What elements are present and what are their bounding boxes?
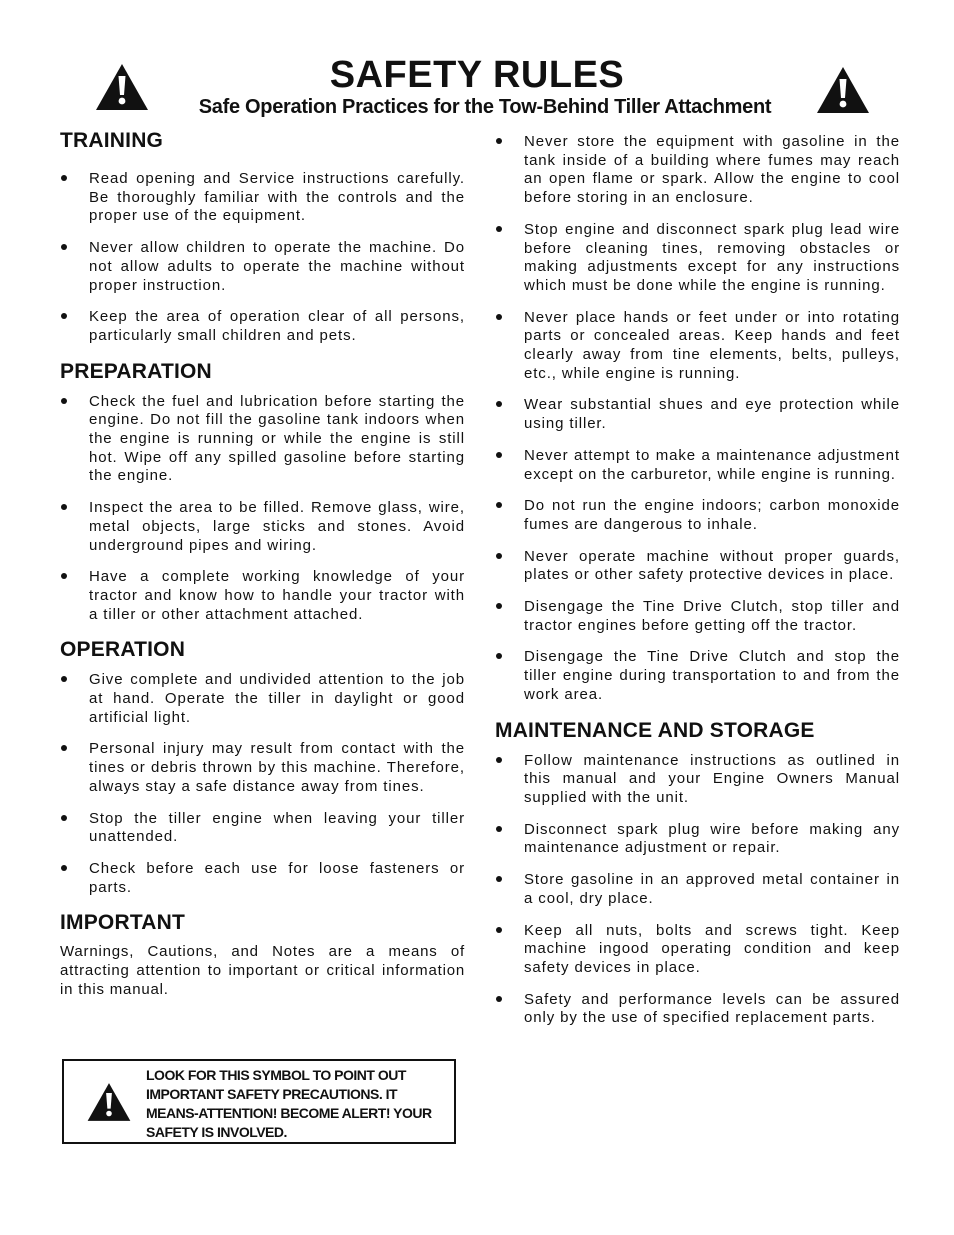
list-item: Disengage the Tine Drive Clutch, stop tiller and tractor engines before getting off the tractor. xyxy=(495,598,900,635)
list-item: Never operate machine without proper guards, plates or other safety protective devices in place. xyxy=(495,548,900,585)
list-item: Read opening and Service instructions carefully. Be thoroughly familiar with the controls and the proper use of the equipment. xyxy=(60,170,465,226)
safety-notice-text: LOOK FOR THIS SYMBOL TO POINT OUT IMPORTANT SAFETY PRECAUTIONS. IT MEANS-ATTENTION! BECOME ALERT! YOUR SAFETY IS INVOLVED. xyxy=(146,1067,432,1140)
bullet-icon xyxy=(496,401,502,407)
bullet-icon xyxy=(61,573,67,579)
maintenance-list xyxy=(495,752,900,1028)
list-item: Check the fuel and lubrication before starting the engine. Do not fill the gasoline tank indoors when the engine is running or while the engine is still hot. Wipe off any spilled gasoline before starting the engine. xyxy=(60,393,465,487)
operation-list xyxy=(60,671,465,897)
page-subtitle: Safe Operation Practices for the Tow-Behind Tiller Attachment xyxy=(198,96,772,118)
list-item: Have a complete working knowledge of your tractor and know how to handle your tractor with a tiller or other attachment attached. xyxy=(60,568,465,624)
page-title: SAFETY RULES xyxy=(329,54,625,96)
list-item: Safety and performance levels can be assured only by the use of specified replacement parts. xyxy=(495,991,900,1028)
warning-triangle-icon xyxy=(86,1081,132,1123)
list-item: Never attempt to make a maintenance adjustment except on the carburetor, while engine is running. xyxy=(495,447,900,484)
list-item: Stop engine and disconnect spark plug lead wire before cleaning tines, removing obstacles or making adjustments except for any instructions which must be done while the engine is running. xyxy=(495,221,900,296)
bullet-icon xyxy=(496,226,502,232)
bullet-icon xyxy=(496,553,502,559)
list-item: Keep all nuts, bolts and screws tight. Keep machine ingood operating condition and keep safety devices in place. xyxy=(495,922,900,978)
list-item: Do not run the engine indoors; carbon monoxide fumes are dangerous to inhale. xyxy=(495,497,900,534)
right-column xyxy=(495,133,900,1041)
list-item: Never store the equipment with gasoline in the tank inside of a building where fumes may reach an open flame or spark. Allow the engine to cool before storing in an enclosure. xyxy=(495,133,900,208)
list-item: Store gasoline in an approved metal container in a cool, dry place. xyxy=(495,871,900,908)
bullet-icon xyxy=(496,996,502,1002)
page-header xyxy=(0,0,954,125)
section-title-preparation: PREPARATION xyxy=(60,359,212,383)
list-item: Stop the tiller engine when leaving your tiller unattended. xyxy=(60,810,465,847)
bullet-icon xyxy=(61,244,67,250)
bullet-icon xyxy=(61,398,67,404)
section-title-training: TRAINING xyxy=(60,129,164,152)
list-item: Personal injury may result from contact with the tines or debris thrown by this machine. Therefore, always stay a safe distance away from tines. xyxy=(60,740,465,796)
bullet-icon xyxy=(496,826,502,832)
bullet-icon xyxy=(496,603,502,609)
bullet-icon xyxy=(61,676,67,682)
bullet-icon xyxy=(61,504,67,510)
operation-continued-list xyxy=(495,133,900,705)
list-item: Disengage the Tine Drive Clutch and stop the tiller engine during transportation to and from the work area. xyxy=(495,648,900,704)
list-item: Inspect the area to be filled. Remove glass, wire, metal objects, large sticks and stones. Avoid underground pipes and wiring. xyxy=(60,499,465,555)
warning-triangle-icon xyxy=(815,65,871,115)
bullet-icon xyxy=(496,452,502,458)
list-item: Disconnect spark plug wire before making any maintenance adjustment or repair. xyxy=(495,821,900,858)
bullet-icon xyxy=(496,138,502,144)
list-item: Never place hands or feet under or into rotating parts or concealed areas. Keep hands and feet clearly away from tine elements, belts, pulleys, etc., while engine is running. xyxy=(495,309,900,384)
list-item: Wear substantial shues and eye protection while using tiller. xyxy=(495,396,900,433)
training-list xyxy=(60,170,465,346)
important-paragraph: Warnings, Cautions, and Notes are a means of attracting attention to important or critical information in this manual. xyxy=(60,943,465,999)
preparation-list xyxy=(60,393,465,625)
bullet-icon xyxy=(61,175,67,181)
bullet-icon xyxy=(61,313,67,319)
list-item: Give complete and undivided attention to the job at hand. Operate the tiller in daylight or good artificial light. xyxy=(60,671,465,727)
bullet-icon xyxy=(496,927,502,933)
list-item: Follow maintenance instructions as outlined in this manual and your Engine Owners Manual supplied with the unit. xyxy=(495,752,900,808)
bullet-icon xyxy=(496,757,502,763)
bullet-icon xyxy=(61,745,67,751)
bullet-icon xyxy=(496,876,502,882)
safety-notice-box xyxy=(62,1059,456,1144)
section-title-maintenance: MAINTENANCE AND STORAGE xyxy=(495,718,815,742)
bullet-icon xyxy=(61,815,67,821)
list-item: Check before each use for loose fasteners or parts. xyxy=(60,860,465,897)
section-title-operation: OPERATION xyxy=(60,638,186,662)
list-item: Keep the area of operation clear of all persons, particularly small children and pets. xyxy=(60,308,465,345)
bullet-icon xyxy=(496,502,502,508)
bullet-icon xyxy=(496,314,502,320)
section-title-important: IMPORTANT xyxy=(60,911,186,935)
bullet-icon xyxy=(61,865,67,871)
left-column xyxy=(60,125,465,999)
list-item: Never allow children to operate the machine. Do not allow adults to operate the machine without proper instruction. xyxy=(60,239,465,295)
bullet-icon xyxy=(496,653,502,659)
